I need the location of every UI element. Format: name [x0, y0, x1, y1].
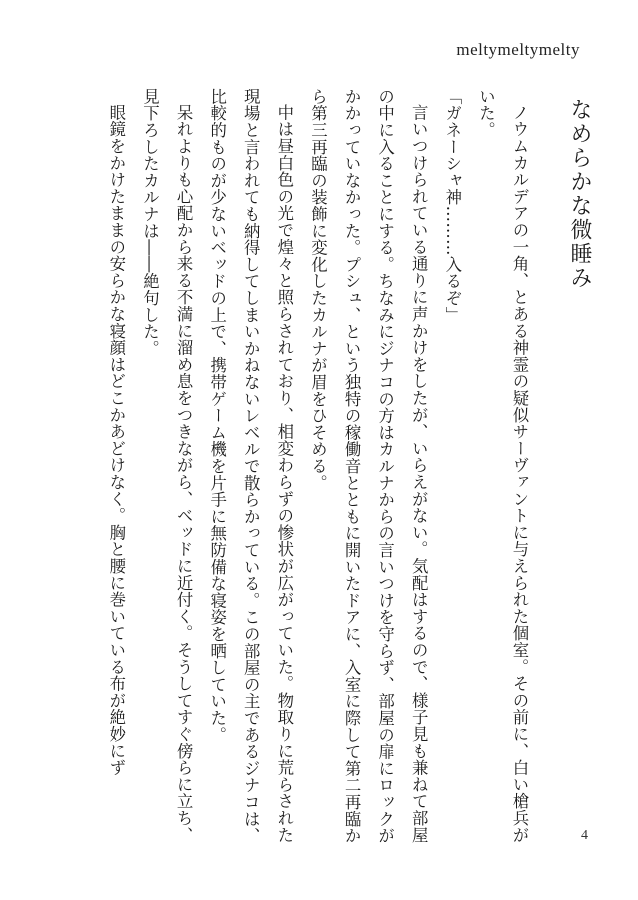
paragraph: 「ガネーシャ神………入るぞ」 — [442, 88, 462, 324]
page-number: 4 — [581, 828, 588, 843]
paragraph: 中は昼白色の光で煌々と照らされており、相変わらずの惨状が広がっていた。物取りに荒らされた現場と言われても納得してしまいかねないレベルで散らかっている。この部屋の主であるジナコは、比較的ものが少ないベッドの上で、携帯ゲーム機を片手に無防備な寝姿を晒していた。 — [207, 88, 294, 844]
paragraph: 呆れよりも心配から来る不満に溜め息をつきながら、ベッドに近付く。そうしてすぐ傍らに立ち、見下ろしたカルナは――絶句した。 — [140, 88, 194, 844]
body-text — [99, 88, 536, 848]
paragraph: 言いつけられている通りに声かけをしたが、いらえがない。気配はするので、様子見も兼ねて部屋の中に入ることにする。ちなみにジナコの方はカルナからの言いつけを守らず、部屋の扉にロックがかかっていなかった。プシュ、という独特の稼働音とともに開いたドアに、入室に際して第二再臨から第三再臨の装飾に変化したカルナが眉をひそめる。 — [308, 88, 429, 844]
paragraph: ノウムカルデアの一角、とある神霊の疑似サーヴァントに与えられた個室。その前に、白い槍兵がいた。 — [476, 88, 529, 844]
vertical-text-column — [99, 88, 590, 848]
paragraph: 眼鏡をかけたままの安らかな寝顔はどこかあどけなく。胸と腰に巻いている布が絶妙にず — [106, 104, 126, 777]
running-header: meltymeltymelty — [456, 40, 580, 59]
chapter-title: なめらかな微睡み — [567, 98, 592, 290]
